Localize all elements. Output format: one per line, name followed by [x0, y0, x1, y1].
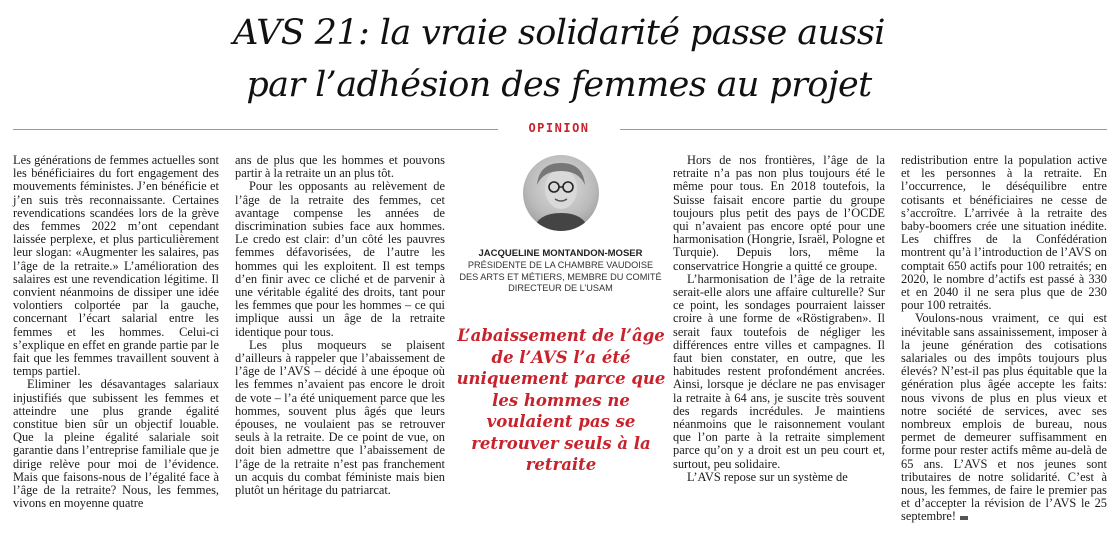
paragraph: L’harmonisation de l’âge de la retraite serait-elle alors une affaire culturelle? Sur ce point, les sondages pourraient laisser croire à une forme de «Röstigraben». Il serait faux toutefois de négliger les différences entre villes et campagnes. Il faut bien constater, en outre, que les habitudes restent profondément ancrées. Ainsi, lorsque je déclare ne pas envisager la retraite à 64 ans, je suscite très souvent des regards incrédules. Je maintiens néanmoins que le raisonnement voulant que l’on parte à la retraite simplement parce qu’on y a droit est un peu court et, surtout, peu solidaire.	[673, 271, 885, 471]
article-column-4	[901, 154, 1107, 524]
author-role-line: DIRECTEUR DE L’USAM	[508, 283, 613, 293]
author-role-line: DES ARTS ET MÉTIERS, MEMBRE DU COMITÉ	[459, 271, 662, 282]
headline-line-1: AVS 21: la vraie solidarité passe aussi	[233, 13, 885, 53]
paragraph: redistribution entre la population active et les personnes à la retraite. En l’occurrence, le déséquilibre entre cotisants et bénéficiaires ne cesse de s’accroître. L’arrivée à la retraite des baby-boomers crée une situation inédite. Les chiffres de la Confédération montrent qu’à l’introduction de l’AVS on comptait 650 actifs pour 100 retraités; en 2020, le nombre d’actifs est passé à 330 et en 2040 il ne sera plus que de 230 pour 100 retraités.	[901, 153, 1107, 313]
end-of-article-icon	[960, 516, 968, 520]
paragraph: ans de plus que les hommes et pouvons partir à la retraite un an plus tôt.	[235, 153, 445, 181]
paragraph-text: Voulons-nous vraiment, ce qui est inévitable sans assainissement, imposer à la jeune génération des cotisations salariales ou des impôts toujours plus élevés? N’est-il pas plus équitable que la génération plus âgée accepte les faits: nous vivons de plus en plus vieux et notre société de services, avec ses nombreux emplois de bureau, nous permet de demeurer suffisamment en forme pour rester actifs même au-delà de 65 ans. L’AVS et nos jeunes sont tributaires de notre solidarité. C’est à nous, les femmes, de faire le premier pas et d’accepter la révision de l’AVS le 25 septembre!	[901, 311, 1107, 524]
author-role-line: PRÉSIDENTE DE LA CHAMBRE VAUDOISE	[467, 260, 654, 270]
article-column-1	[13, 154, 219, 510]
author-name: JACQUELINE MONTANDON-MOSER	[478, 248, 643, 259]
article-column-3	[673, 154, 885, 484]
pull-quote: L’abaissement de l’âge de l’AVS l’a été uniquement parce que les hommes ne voulaient pas se retrouver seuls à la retraite	[456, 326, 666, 474]
paragraph: Les générations de femmes actuelles sont les bénéficiaires du fort engagement des mouvements féministes. J’en bénéficie et j’en suis très reconnaissante. Certaines revendications scandées lors de la grève des femmes 2022 m’ont cependant laissée perplexe, et plus particulièrement leur slogan: «Augmenter les salaires, pas l’âge de la retraite.» L’amélioration des salaires est une revendication légitime. Il convient néanmoins de dissiper une idée volontiers colportée par la gauche, concernant l’écart salarial entre les femmes et les hommes. Celui-ci s’explique en effet en grande partie par le fait que les femmes travaillent souvent à temps partiel.	[13, 153, 219, 379]
author-portrait-icon	[523, 155, 599, 231]
paragraph: Hors de nos frontières, l’âge de la retraite n’a pas non plus toujours été le même pour tous. En 2018 toutefois, la Suisse faisait encore partie du groupe toujours plus petit des pays de l’OCDE qui n’avaient pas encore opté pour une harmonisation (Hongrie, Israël, Pologne et Turquie). Depuis lors, même la conservatrice Hongrie a quitté ce groupe.	[673, 153, 885, 273]
paragraph: L’AVS repose sur un système de	[687, 469, 848, 484]
headline-line-2: par l’adhésion des femmes au projet	[246, 65, 872, 105]
paragraph: Eliminer les désavantages salariaux injustifiés que subissent les femmes et atteindre une plus grande égalité constitue bien sûr un objectif louable. Que la pleine égalité salariale soit garantie dans l’entreprise familiale que je dirige relève pour moi de l’évidence. Mais que faisons-nous de l’égalité face à l’âge de la retraite? Nous, les femmes, vivons en moyenne quatre	[13, 377, 219, 511]
rubric-divider-left	[13, 129, 498, 130]
author-role	[458, 260, 663, 295]
author-photo	[523, 155, 599, 231]
paragraph	[901, 312, 1107, 523]
paragraph: Pour les opposants au relèvement de l’âge de la retraite des femmes, cet avantage compense les années de discrimination subies face aux hommes. Le credo est clair: d’un côté les pauvres femmes défavorisées, de l’autre les hommes qui les exploitent. Il est temps d’en finir avec ce cliché et de parvenir à une véritable égalité des droits, tant pour les femmes que pour les hommes – ce qui implique aussi un âge de la retraite identique pour tous.	[235, 179, 445, 339]
rubric-divider-right	[620, 129, 1107, 130]
rubric-label: OPINION	[528, 121, 590, 135]
article-column-2	[235, 154, 445, 497]
paragraph: Les plus moqueurs se plaisent d’ailleurs à rappeler que l’abaissement de l’âge de l’AVS – décidé à une époque où les femmes n’avaient pas encore le droit de vote – l’a été uniquement parce que les hommes, souvent plus âgés que leurs épouses, ne voulaient pas se retrouver seuls à la retraite. De ce point de vue, on doit bien admettre que l’abaissement de l’âge de la retraite n’est pas franchement un acquis du combat féministe mais bien plutôt un héritage du patriarcat.	[235, 337, 445, 498]
